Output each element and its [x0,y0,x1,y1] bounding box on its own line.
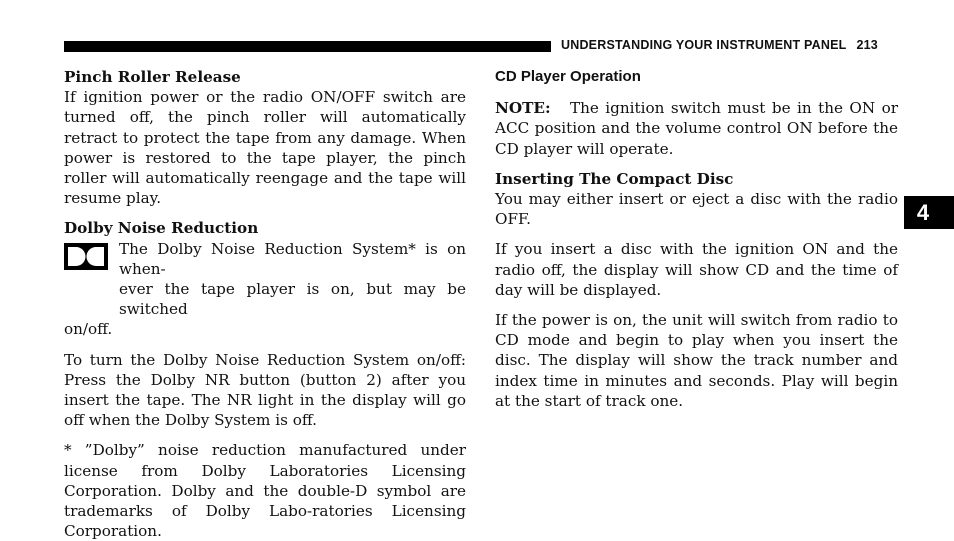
pinch-roller-heading: Pinch Roller Release [64,68,241,86]
dolby-double-d-icon [64,243,108,270]
note-paragraph [495,98,898,159]
dolby-footnote: * ”Dolby” noise reduction manufactured under license from Dolby Laboratories Licensing Corporation. Dolby and the double-D symbol are trademarks of Dolby Labo-ratories Licensing Corporation. [64,441,466,541]
insert-paragraph-1: You may either insert or eject a disc with the radio OFF. [495,190,898,229]
dolby-heading: Dolby Noise Reduction [64,219,259,238]
running-header [561,38,899,52]
note-label: NOTE: [495,99,551,118]
inserting-disc-heading: Inserting The Compact Disc [495,169,734,188]
dolby-toggle-text: To turn the Dolby Noise Reduction System on/off: Press the Dolby NR button (button 2) after you insert the tape. The NR light in the display will go off when the Dolby System is off. [64,350,466,430]
dolby-text-line2: ever the tape player is on, but may be switched [119,280,466,319]
pinch-roller-text: If ignition power or the radio ON/OFF switch are turned off, the pinch roller will automatically retract to protect the tape from any damage. When power is restored to the tape player, the pinch roller will automatically reengage and the tape will resume play. [64,88,466,208]
dolby-text-line3: on/off. [64,320,113,339]
left-column [64,67,466,541]
page-number: 213 [856,38,878,52]
note-text: The ignition switch must be in the ON or ACC position and the volume control ON before the CD player will operate. [495,99,898,158]
section-tab: 4 [904,196,954,229]
header-title: UNDERSTANDING YOUR INSTRUMENT PANEL [561,38,847,52]
insert-paragraph-3: If the power is on, the unit will switch from radio to CD mode and begin to play when you insert the disc. The display will show the track number and index time in minutes and seconds. Play will begin at the start of track one. [495,311,898,410]
insert-paragraph-2: If you insert a disc with the ignition ON and the radio off, the display will show CD and the time of day will be displayed. [495,240,898,299]
header-rule [64,41,551,52]
dolby-block [64,239,466,340]
cd-player-heading: CD Player Operation [495,68,641,85]
right-column [495,67,898,411]
dolby-text-line1: The Dolby Noise Reduction System* is on when- [119,239,466,278]
